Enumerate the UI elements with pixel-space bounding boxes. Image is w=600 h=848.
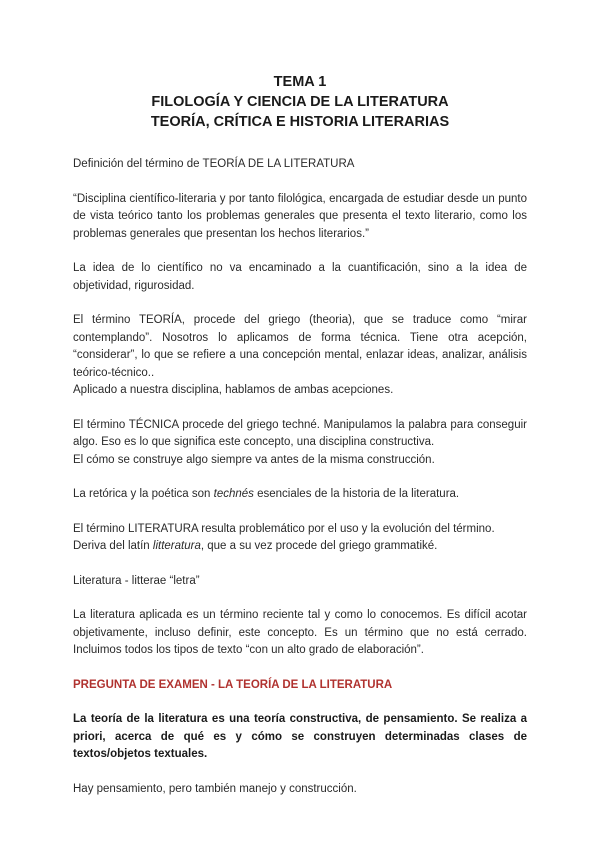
paragraph-litterae: Literatura - litterae “letra” <box>73 574 200 587</box>
paragraph-aplicada: La literatura aplicada es un término reciente tal y como lo conocemos. Es difícil acotar objetivamente, incluso definir, este concepto. Es un término que no está cerrado. Incluimos todos los tipos de texto “con un alto grado de elaboración”. <box>73 609 527 656</box>
paragraph-literatura: El término LITERATURA resulta problemático por el uso y la evolución del término. <box>73 522 495 535</box>
paragraph-retorica: La retórica y la poética son technés esenciales de la historia de la literatura. <box>73 488 460 500</box>
paragraph-teoria: El término TEORÍA, procede del griego (theoria), que se traduce como “mirar contemplando”. Nosotros lo aplicamos de forma técnica. Tiene otra acepción, “considerar”, lo que se refiere a una concepción mental, enlazar ideas, analizar, análisis teórico-técnico.. <box>73 314 527 379</box>
paragraph-final: Hay pensamiento, pero también manejo y construcción. <box>73 782 357 795</box>
title-filologia: FILOLOGÍA Y CIENCIA DE LA LITERATURA <box>151 94 449 110</box>
paragraph-bold-definition: La teoría de la literatura es una teoría constructiva, de pensamiento. Se realiza a priori, acerca de qué es y cómo se construyen determinadas clases de textos/objetos textuales. <box>73 713 527 760</box>
title-tema: TEMA 1 <box>273 74 327 90</box>
technes-term: technés <box>213 488 254 500</box>
document-page <box>73 72 527 798</box>
litteratura-term: litteratura <box>152 540 201 552</box>
definition-quote: “Disciplina científico-literaria y por tanto filológica, encargada de estudiar desde un punto de vista teórico tanto los problemas generales que presenta el texto literario, como los problemas generales que presentan los hechos literarios.” <box>73 192 527 240</box>
exam-heading: PREGUNTA DE EXAMEN - LA TEORÍA DE LA LITERATURA <box>73 678 393 691</box>
paragraph-cientifico: La idea de lo científico no va encaminado a la cuantificación, sino a la idea de objetividad, rigurosidad. <box>73 262 527 292</box>
paragraph-latin: Deriva del latín litteratura, que a su vez procede del griego grammatiké. <box>73 540 438 552</box>
paragraph-aplicado: Aplicado a nuestra disciplina, hablamos de ambas acepciones. <box>73 384 394 396</box>
title-teoria: TEORÍA, CRÍTICA E HISTORIA LITERARIAS <box>150 114 450 130</box>
paragraph-tecnica: El término TÉCNICA procede del griego techné. Manipulamos la palabra para conseguir algo. Eso es lo que significa este concepto, una disciplina constructiva. <box>73 418 527 448</box>
paragraph-tecnica-2: El cómo se construye algo siempre va antes de la misma construcción. <box>73 453 435 466</box>
definition-heading: Definición del término de TEORÍA DE LA LITERATURA <box>73 158 355 170</box>
